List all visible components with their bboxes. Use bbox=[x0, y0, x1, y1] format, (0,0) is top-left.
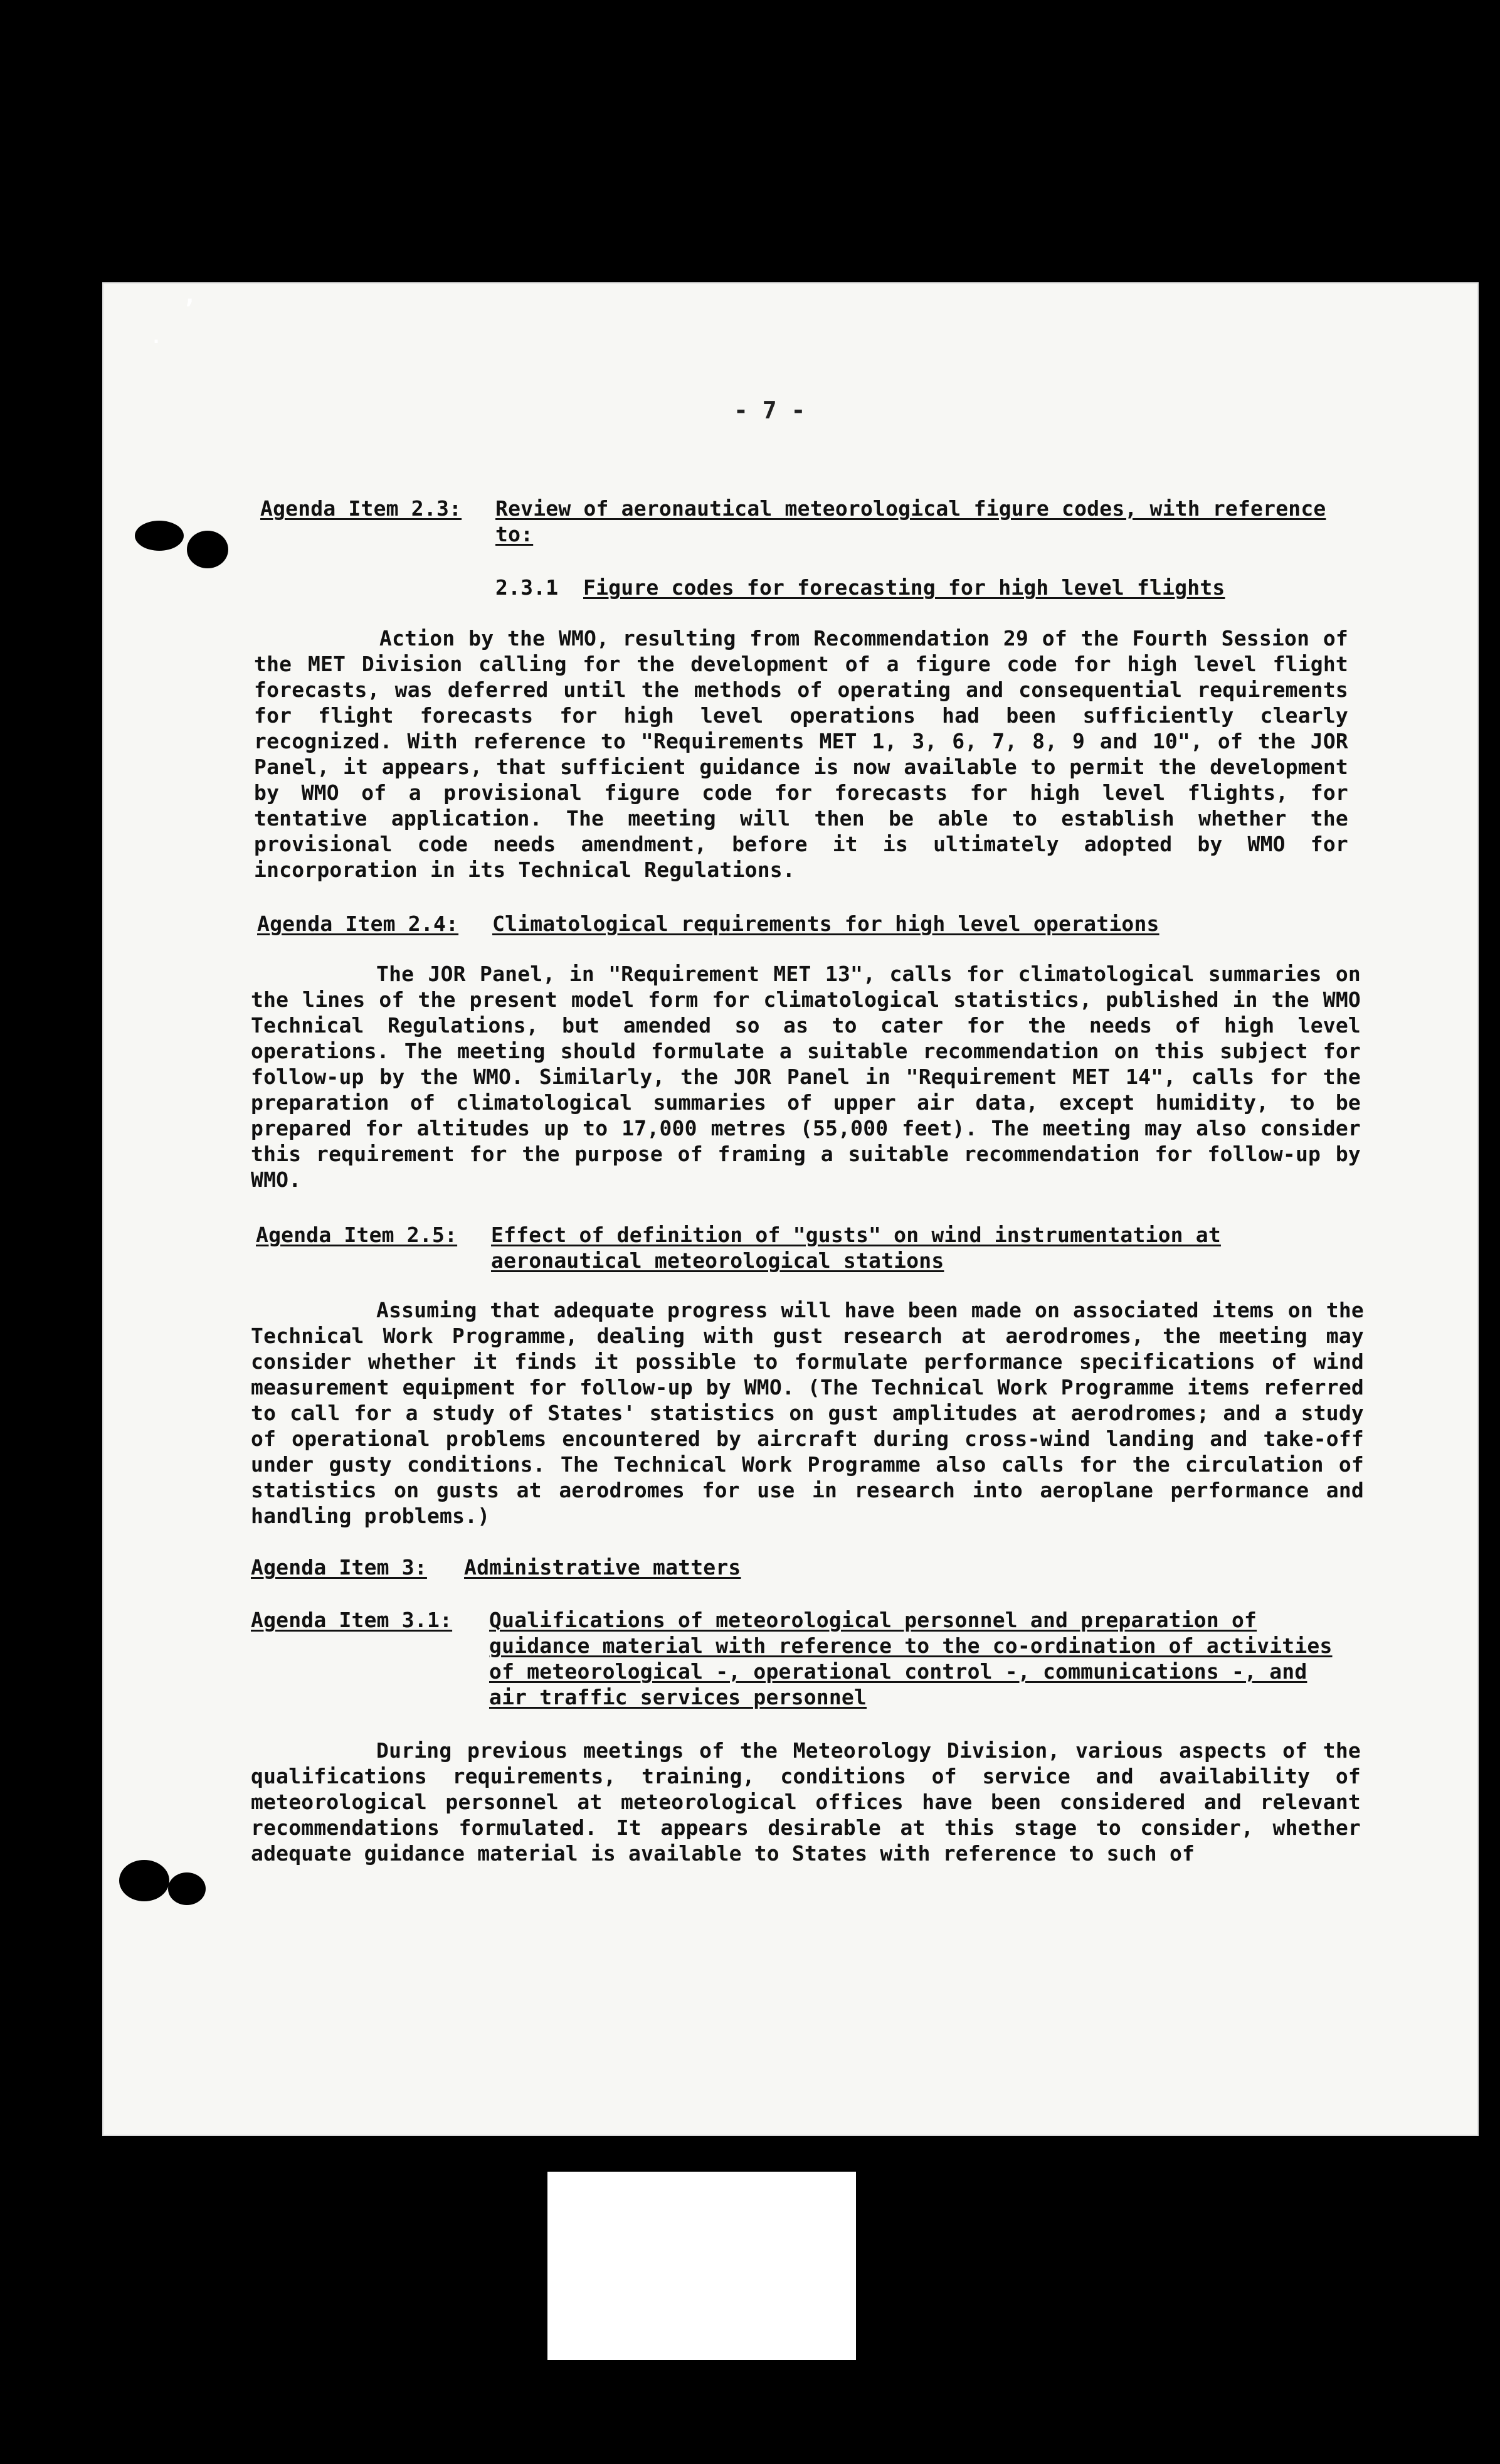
paragraph: The JOR Panel, in "Requirement MET 13", calls for climatological summaries on the lines of the present model form for climatological statistics, published in the WMO Technical Regulations, but amended so as to cater for the needs of high level operations. The meeting should formulate a suitable recommendation on this subject for follow-up by the WMO. Similarly, the JOR Panel in "Requirement MET 14", calls for the preparation of climatological summaries of upper air data, except humidity, to be prepared for altitudes up to 17,000 metres (55,000 feet). The meeting may also consider this requirement for the purpose of framing a suitable recommendation for follow-up by WMO. bbox=[251, 962, 1361, 1192]
agenda-item-label: Agenda Item 2.5: bbox=[256, 1223, 458, 1247]
margin-mark: ’ bbox=[182, 295, 196, 322]
hole-punch-mark bbox=[187, 531, 228, 568]
agenda-item-title: Effect of definition of "gusts" on wind instrumentation at aeronautical meteorological stations bbox=[491, 1223, 1221, 1273]
blank-label-area bbox=[547, 2172, 856, 2360]
margin-mark: . bbox=[151, 326, 162, 348]
hole-punch-mark bbox=[168, 1872, 206, 1905]
agenda-item-title: Qualifications of meteorological personnel and preparation of guidance material with reference to the co-ordination of activities of meteorological -, operational control -, communications -, and air traffic services personnel bbox=[489, 1608, 1333, 1709]
agenda-item-label: Agenda Item 2.3: bbox=[260, 496, 462, 521]
hole-punch-mark bbox=[119, 1860, 169, 1901]
paragraph: During previous meetings of the Meteorology Division, various aspects of the qualifications requirements, training, conditions of service and availability of meteorological personnel at meteorological offices have been considered and relevant recommendations formulated. It appears desirable at this stage to consider, whether adequate guidance material is available to States with reference to such of bbox=[251, 1738, 1361, 1866]
paragraph: Assuming that adequate progress will have been made on associated items on the Technical Work Programme, dealing with gust research at aerodromes, the meeting may consider whether it finds it possible to formulate performance specifications of wind measurement equipment for follow-up by WMO. (The Technical Work Programme items referred to call for a study of States' statistics on gust amplitudes at aerodromes; and a study of operational problems encountered by aircraft during cross-wind landing and take-off under gusty conditions. The Technical Work Programme also calls for the circulation of statistics on gusts at aerodromes for use in research into aeroplane performance and handling problems.) bbox=[251, 1298, 1364, 1528]
agenda-item-label: Agenda Item 3.1: bbox=[251, 1608, 453, 1632]
page-number: - 7 - bbox=[734, 396, 806, 424]
agenda-item-label: Agenda Item 3: bbox=[251, 1555, 427, 1580]
agenda-item-title: Climatological requirements for high level operations bbox=[492, 911, 1159, 936]
subheading-title: Figure codes for forecasting for high level flights bbox=[583, 575, 1225, 600]
agenda-item-title: Review of aeronautical meteorological figure codes, with reference to: bbox=[495, 496, 1326, 546]
agenda-item-title: Administrative matters bbox=[464, 1555, 741, 1580]
agenda-item-label: Agenda Item 2.4: bbox=[257, 911, 459, 936]
hole-punch-mark bbox=[135, 521, 184, 551]
subheading-number: 2.3.1 bbox=[495, 575, 559, 600]
paragraph: Action by the WMO, resulting from Recommendation 29 of the Fourth Session of the MET Division calling for the development of a figure code for high level flight forecasts, was deferred until the methods of operating and consequential requirements for flight forecasts for high level operations had been sufficiently clearly recognized. With reference to "Requirements MET 1, 3, 6, 7, 8, 9 and 10", of the JOR Panel, it appears, that sufficient guidance is now available to permit the development by WMO of a provisional figure code for forecasts for high level flights, for tentative application. The meeting will then be able to establish whether the provisional code needs amendment, before it is ultimately adopted by WMO for incorporation in its Technical Regulations. bbox=[254, 626, 1348, 882]
